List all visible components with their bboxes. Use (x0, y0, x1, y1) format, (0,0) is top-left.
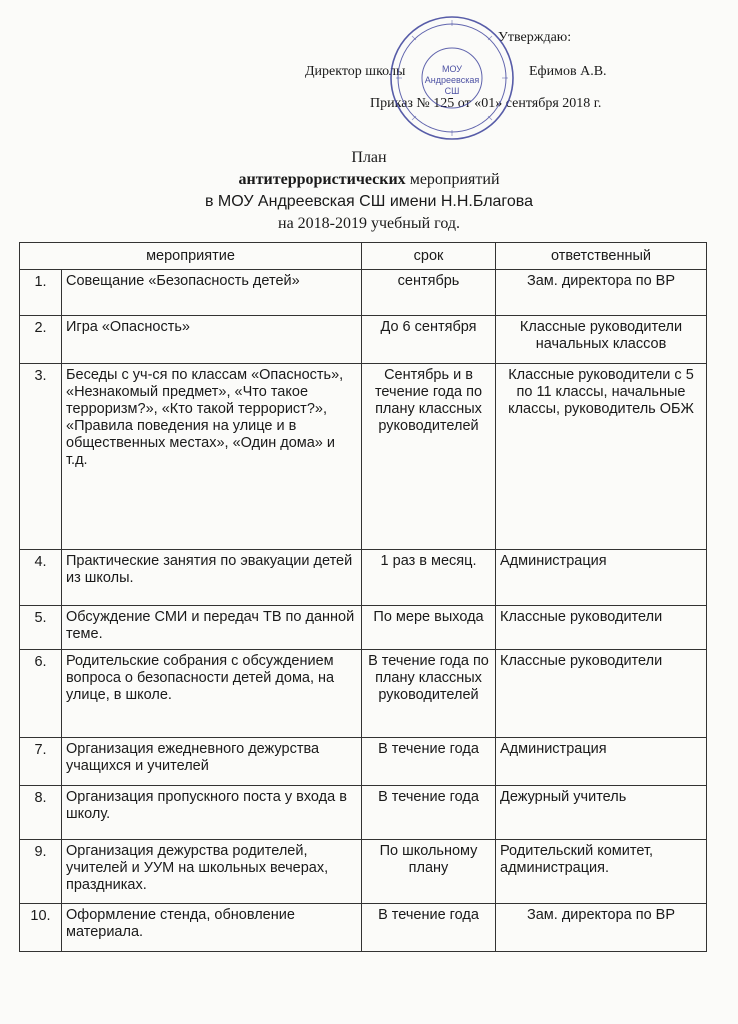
table-header-row (20, 243, 707, 270)
plan-title: План (351, 149, 387, 166)
plan-organization: в МОУ Андреевская СШ имени Н.Н.Благова (204, 193, 534, 210)
table-row (20, 606, 707, 650)
row-event: Оформление стенда, обновление материала. (62, 904, 362, 952)
row-term: 1 раз в месяц. (362, 550, 496, 606)
plan-year: на 2018-2019 учебный год. (278, 215, 460, 232)
row-number: 2. (20, 316, 62, 364)
row-number: 4. (20, 550, 62, 606)
table-row (20, 650, 707, 738)
row-term: По школьному плану (362, 840, 496, 904)
row-number: 8. (20, 786, 62, 840)
row-event: Практические занятия по эвакуации детей из школы. (62, 550, 362, 606)
order-line: Приказ № 125 от «01» сентября 2018 г. (370, 96, 602, 111)
row-term: По мере выхода (362, 606, 496, 650)
row-number: 9. (20, 840, 62, 904)
row-responsible: Дежурный учитель (496, 786, 707, 840)
row-term: сентябрь (362, 270, 496, 316)
row-responsible: Зам. директора по ВР (496, 904, 707, 952)
row-responsible: Родительский комитет, администрация. (496, 840, 707, 904)
table-row (20, 738, 707, 786)
row-event: Организация ежедневного дежурства учащихся и учителей (62, 738, 362, 786)
school-seal-stamp (388, 14, 516, 142)
row-event: Обсуждение СМИ и передач ТВ по данной теме. (62, 606, 362, 650)
row-responsible: Классные руководители (496, 650, 707, 738)
row-responsible: Администрация (496, 550, 707, 606)
table-row (20, 786, 707, 840)
table-row (20, 840, 707, 904)
row-responsible: Администрация (496, 738, 707, 786)
row-number: 5. (20, 606, 62, 650)
row-number: 7. (20, 738, 62, 786)
row-event: Организация дежурства родителей, учителей и УУМ на школьных вечерах, праздниках. (62, 840, 362, 904)
svg-text:МОУ: МОУ (441, 64, 463, 74)
row-number: 6. (20, 650, 62, 738)
row-event: Родительские собрания с обсуждением вопроса о безопасности детей дома, на улице, в школе. (62, 650, 362, 738)
row-event: Беседы с уч-ся по классам «Опасность», «Незнакомый предмет», «Что такое терроризм?», «Кто такой террорист?», «Правила поведения на улице и в общественных местах», «Один дома» и т.д. (62, 364, 362, 550)
header-event: мероприятие (20, 243, 362, 270)
row-term: В течение года (362, 786, 496, 840)
row-number: 10. (20, 904, 62, 952)
row-responsible: Зам. директора по ВР (496, 270, 707, 316)
row-term: До 6 сентября (362, 316, 496, 364)
row-responsible: Классные руководители начальных классов (496, 316, 707, 364)
row-term: Сентябрь и в течение года по плану классных руководителей (362, 364, 496, 550)
table-row (20, 364, 707, 550)
table-row (20, 316, 707, 364)
approval-label: Утверждаю: (498, 30, 572, 45)
events-table (19, 242, 707, 952)
row-term: В течение года (362, 904, 496, 952)
table-row (20, 550, 707, 606)
table-row (20, 270, 707, 316)
director-label: Директор школы (305, 64, 406, 79)
row-responsible: Классные руководители с 5 по 11 классы, начальные классы, руководитель ОБЖ (496, 364, 707, 550)
header-term: срок (362, 243, 496, 270)
row-number: 3. (20, 364, 62, 550)
header-responsible: ответственный (496, 243, 707, 270)
row-event: Организация пропускного поста у входа в школу. (62, 786, 362, 840)
row-event: Игра «Опасность» (62, 316, 362, 364)
table-row (20, 904, 707, 952)
row-responsible: Классные руководители (496, 606, 707, 650)
svg-text:Андреевская: Андреевская (424, 75, 480, 85)
row-term: В течение года (362, 738, 496, 786)
row-event: Совещание «Безопасность детей» (62, 270, 362, 316)
plan-subtitle-bold: антитеррористических (238, 171, 406, 188)
row-number: 1. (20, 270, 62, 316)
director-name: Ефимов А.В. (529, 64, 607, 79)
plan-subtitle-rest: мероприятий (405, 171, 500, 188)
row-term: В течение года по плану классных руководителей (362, 650, 496, 738)
svg-text:СШ: СШ (444, 86, 460, 96)
plan-subtitle (0, 169, 738, 191)
